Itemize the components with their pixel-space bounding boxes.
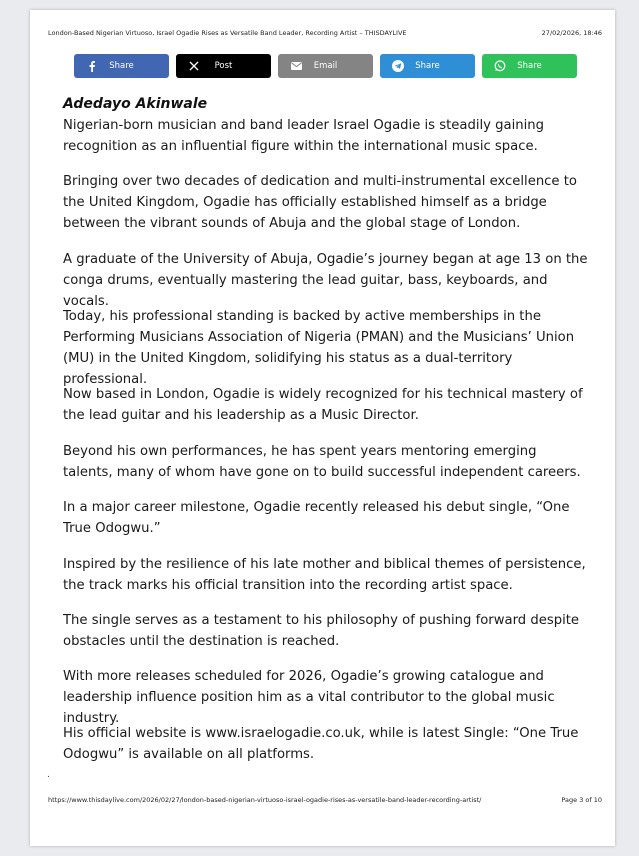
article-paragraph: His official website is www.israelogadie.co.uk, while is latest Single: “One True Odogwu” is available on all platforms. <box>63 726 579 762</box>
article-paragraph: Today, his professional standing is backed by active memberships in the Performing Musicians Association of Nigeria (PMAN) and the Musicians’ Union (MU) in the United Kingdom, solidifying his status as a dual-territory professional. <box>63 309 575 387</box>
article-author: Adedayo Akinwale <box>63 96 208 112</box>
trailing-mark: . <box>47 770 50 780</box>
article-paragraph: Inspired by the resilience of his late mother and biblical themes of persistence, the track marks his official transition into the recording artist space. <box>63 557 586 593</box>
telegram-share-label: Share <box>415 61 440 71</box>
email-share-label: Email <box>313 61 338 71</box>
article-paragraph: The single serves as a testament to his philosophy of pushing forward despite obstacles until the destination is reached. <box>63 613 580 649</box>
article-paragraph: Bringing over two decades of dedication and multi-instrumental excellence to the United Kingdom, Ogadie has officially established himself as a bridge between the vibrant sounds of Abuja and the global stage of London. <box>63 174 577 231</box>
share-bar <box>74 54 577 78</box>
facebook-share-label: Share <box>109 61 134 71</box>
article-paragraph: With more releases scheduled for 2026, Ogadie’s growing catalogue and leadership influence position him as a vital contributor to the global music industry. <box>63 669 555 726</box>
whatsapp-share-button[interactable] <box>482 54 577 78</box>
article-paragraph: Now based in London, Ogadie is widely recognized for his technical mastery of the lead guitar and his leadership as a Music Director. <box>63 387 583 423</box>
email-share-button[interactable] <box>278 54 373 78</box>
x-post-button[interactable] <box>176 54 271 78</box>
article-paragraph: A graduate of the University of Abuja, Ogadie’s journey began at age 13 on the conga drums, eventually mastering the lead guitar, bass, keyboards, and vocals. <box>63 252 588 309</box>
x-post-label: Post <box>214 61 233 71</box>
document-page <box>30 10 615 846</box>
article-paragraph: Nigerian-born musician and band leader Israel Ogadie is steadily gaining recognition as an influential figure within the international music space. <box>63 118 545 154</box>
print-header-title: London-Based Nigerian Virtuoso, Israel Ogadie Rises as Versatile Band Leader, Recording Artist – THISDAYLIVE <box>48 29 407 37</box>
print-footer-url: https://www.thisdaylive.com/2026/02/27/london-based-nigerian-virtuoso-israel-ogadie-rises-as-versatile-band-leader-recording-artist/ <box>48 796 482 804</box>
print-footer-page-number: Page 3 of 10 <box>561 796 602 804</box>
facebook-share-button[interactable] <box>74 54 169 78</box>
print-header-datetime: 27/02/2026, 18:46 <box>541 29 602 37</box>
whatsapp-share-label: Share <box>517 61 542 71</box>
article-paragraph: In a major career milestone, Ogadie recently released his debut single, “One True Odogwu.” <box>63 500 570 536</box>
article-paragraph: Beyond his own performances, he has spent years mentoring emerging talents, many of whom have gone on to build successful independent careers. <box>63 444 581 480</box>
telegram-share-button[interactable] <box>380 54 475 78</box>
